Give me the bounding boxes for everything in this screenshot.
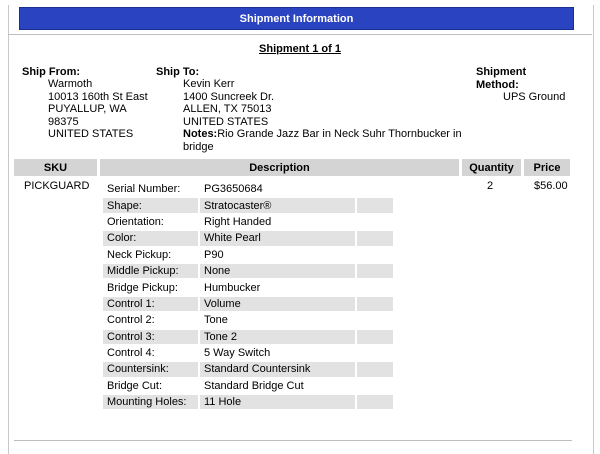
ship-from-address [48, 78, 148, 141]
spec-row [103, 379, 393, 393]
spec-row [103, 248, 393, 262]
spec-label: Orientation: [107, 215, 164, 228]
ship-from-line: Warmoth [48, 78, 93, 90]
column-header-description-label: Description [249, 161, 310, 174]
notes-text: Rio Grande Jazz Bar in Neck Suhr Thornbucker in [217, 128, 462, 140]
ship-method-label [476, 66, 526, 91]
column-header-sku [14, 159, 97, 176]
spec-row [103, 264, 393, 278]
spec-row [103, 313, 393, 327]
column-header-description [100, 159, 459, 176]
ship-to-line: Kevin Kerr [183, 78, 235, 90]
spec-table [101, 180, 395, 411]
spec-value: Tone 2 [200, 330, 355, 344]
spec-label: Color: [103, 231, 198, 245]
ship-method-value: UPS Ground [503, 91, 566, 103]
spec-value: 5 Way Switch [204, 347, 271, 360]
quantity-value: 2 [487, 180, 494, 192]
divider [8, 34, 592, 35]
spec-value: Humbucker [204, 281, 261, 294]
spec-value: None [200, 264, 355, 278]
ship-from-line: 10013 160th St East [48, 90, 148, 103]
ship-from-label: Ship From: [22, 66, 81, 78]
ship-to-line: 1400 Suncreek Dr. [183, 90, 275, 103]
spec-row [103, 297, 393, 311]
column-header-price-label: Price [533, 161, 561, 174]
ship-to-line: UNITED STATES [183, 115, 269, 128]
spec-value: Right Handed [204, 215, 272, 228]
spec-value: P90 [204, 248, 224, 261]
section-header [19, 7, 574, 30]
notes-label: Notes: [183, 128, 218, 140]
spec-row [103, 280, 393, 294]
price-value: $56.00 [534, 180, 568, 192]
ship-to-notes-cont: bridge [183, 140, 214, 153]
spec-row [103, 346, 393, 360]
spec-label: Middle Pickup: [103, 264, 198, 278]
spec-label: Shape: [103, 198, 198, 212]
spec-label: Countersink: [103, 362, 198, 376]
ship-to-notes [183, 128, 462, 141]
spec-label: Neck Pickup: [107, 248, 172, 261]
spec-label: Control 3: [103, 330, 198, 344]
spec-row [103, 330, 393, 344]
spec-value: White Pearl [200, 231, 355, 245]
ship-to-label: Ship To: [156, 66, 200, 78]
spec-label: Control 4: [107, 347, 155, 360]
spec-label: Bridge Cut: [107, 379, 163, 392]
ship-to-line: ALLEN, TX 75013 [183, 103, 272, 115]
ship-from-line: 98375 [48, 115, 79, 128]
ship-from-line: PUYALLUP, WA [48, 103, 127, 115]
ship-method-label-line: Method: [476, 78, 519, 91]
column-header-sku-label: SKU [43, 161, 68, 174]
spec-row [103, 362, 393, 376]
spec-row [103, 395, 393, 409]
spec-row [103, 198, 393, 212]
spec-value: PG3650684 [204, 183, 263, 196]
spec-row [103, 182, 393, 196]
spec-label: Bridge Pickup: [107, 281, 178, 294]
column-header-price [524, 159, 570, 176]
spec-label: Control 2: [107, 314, 155, 327]
section-header-title: Shipment Information [239, 12, 354, 25]
spec-value: Standard Countersink [200, 362, 355, 376]
ship-to-address [183, 78, 462, 153]
ship-from-line: UNITED STATES [48, 128, 134, 140]
spec-value: 11 Hole [200, 395, 355, 409]
column-header-quantity [462, 159, 521, 176]
sku-value: PICKGUARD [24, 180, 90, 192]
spec-label: Control 1: [103, 297, 198, 311]
spec-value: Stratocaster® [200, 198, 355, 212]
ship-method-label-line: Shipment [476, 66, 527, 78]
spec-value: Tone [204, 314, 228, 327]
spec-label: Serial Number: [107, 183, 181, 196]
column-header-quantity-label: Quantity [469, 161, 514, 174]
spec-label: Mounting Holes: [103, 395, 198, 409]
spec-value: Volume [200, 297, 355, 311]
divider [14, 440, 572, 441]
spec-row [103, 215, 393, 229]
shipment-title: Shipment 1 of 1 [259, 43, 341, 55]
spec-value: Standard Bridge Cut [204, 379, 304, 392]
spec-row [103, 231, 393, 245]
